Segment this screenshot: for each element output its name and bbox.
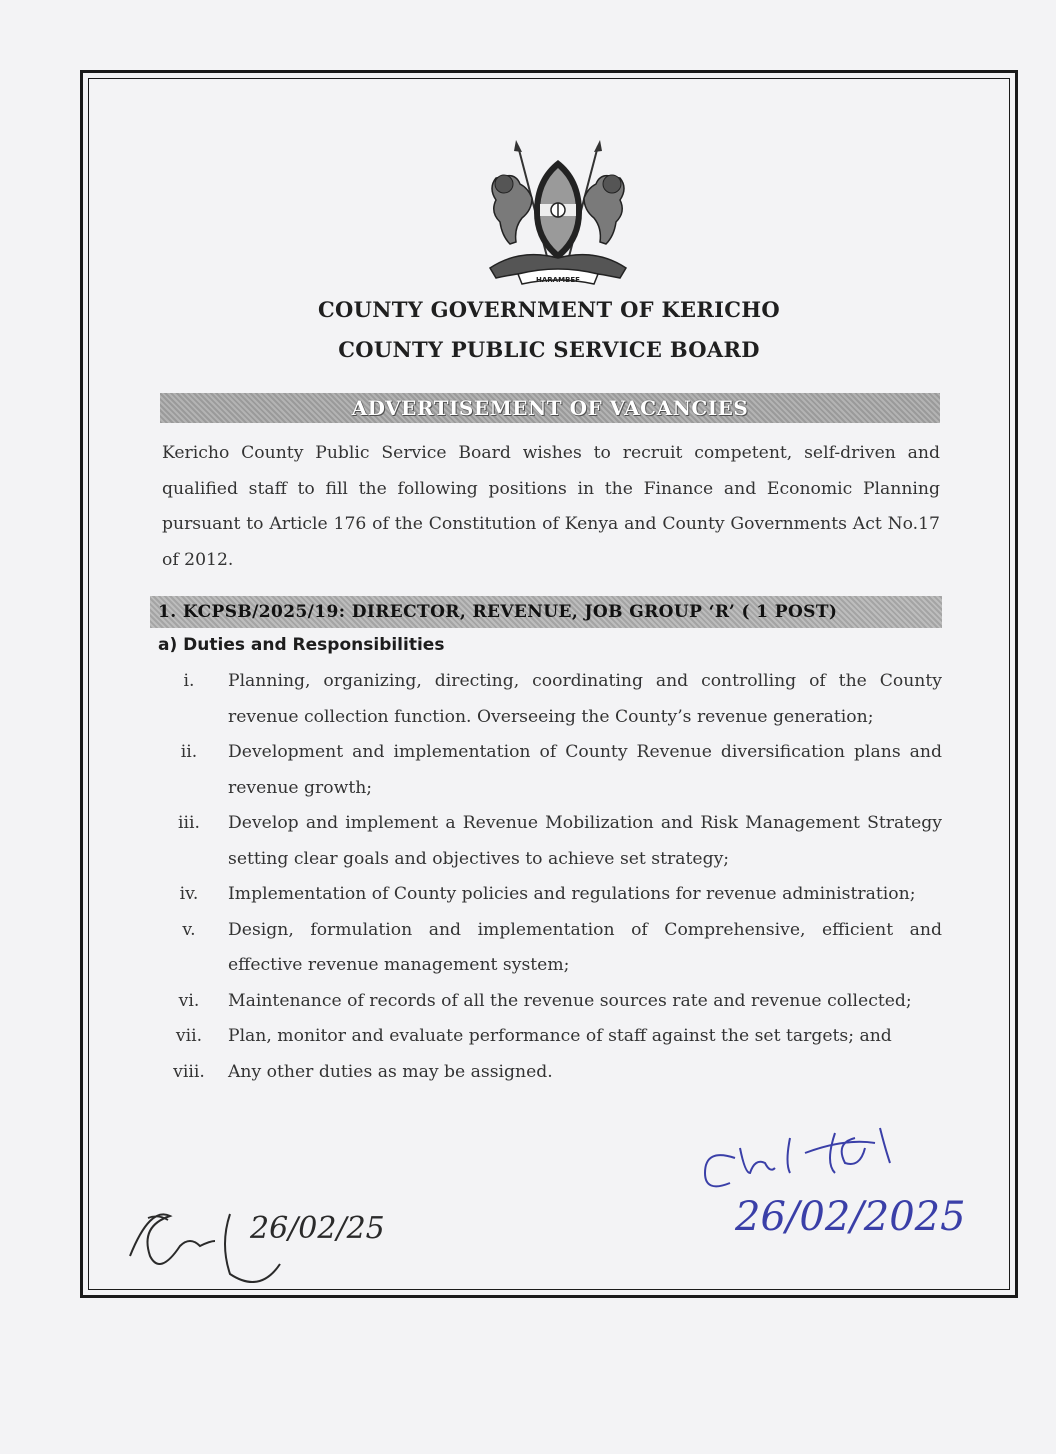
advertisement-banner	[160, 393, 940, 423]
public-service-board-title: COUNTY PUBLIC SERVICE BOARD	[338, 337, 760, 362]
right-signature-date: 26/02/2025	[735, 1194, 966, 1240]
county-government-title: COUNTY GOVERNMENT OF KERICHO	[318, 297, 780, 322]
duty-item: ii. Development and implementation of County Revenue diversification plans and revenue growth;	[180, 742, 942, 798]
kenya-coat-of-arms-icon	[478, 138, 638, 288]
left-signature-date: 26/02/25	[250, 1211, 385, 1246]
left-signature	[120, 1196, 400, 1286]
right-signature	[695, 1118, 985, 1243]
duties-heading: a) Duties and Responsibilities	[158, 635, 445, 655]
duty-item: i. Planning, organizing, directing, coordinating and controlling of the County revenue collection function. Overseeing the County’s revenue generation;	[183, 671, 942, 727]
svg-text:HARAMBEE: HARAMBEE	[536, 276, 580, 284]
duty-item: viii. Any other duties as may be assigned.	[173, 1061, 553, 1082]
advertisement-banner-label: ADVERTISEMENT OF VACANCIES	[351, 396, 749, 420]
position-heading-bar	[150, 596, 942, 628]
duty-item: iv. Implementation of County policies and regulations for revenue administration;	[179, 884, 916, 904]
duty-item: vii. Plan, monitor and evaluate performance of staff against the set targets; and	[175, 1026, 892, 1046]
duty-item: iii. Develop and implement a Revenue Mobilization and Risk Management Strategy setting clear goals and objectives to achieve set strategy;	[178, 813, 942, 869]
duty-item: vi. Maintenance of records of all the revenue sources rate and revenue collected;	[178, 990, 912, 1011]
position-heading: 1. KCPSB/2025/19: DIRECTOR, REVENUE, JOB GROUP ‘R’ ( 1 POST)	[158, 602, 838, 622]
duties-list	[150, 664, 942, 1090]
intro-paragraph: Kericho County Public Service Board wishes to recruit competent, self-driven and qualified staff to fill the following positions in the Finance and Economic Planning pursuant to Article 176 of the Constitution of Kenya and County Governments Act No.17 of 2012.	[162, 443, 940, 570]
duty-item: v. Design, formulation and implementation of Comprehensive, efficient and effective revenue management system;	[182, 919, 942, 975]
